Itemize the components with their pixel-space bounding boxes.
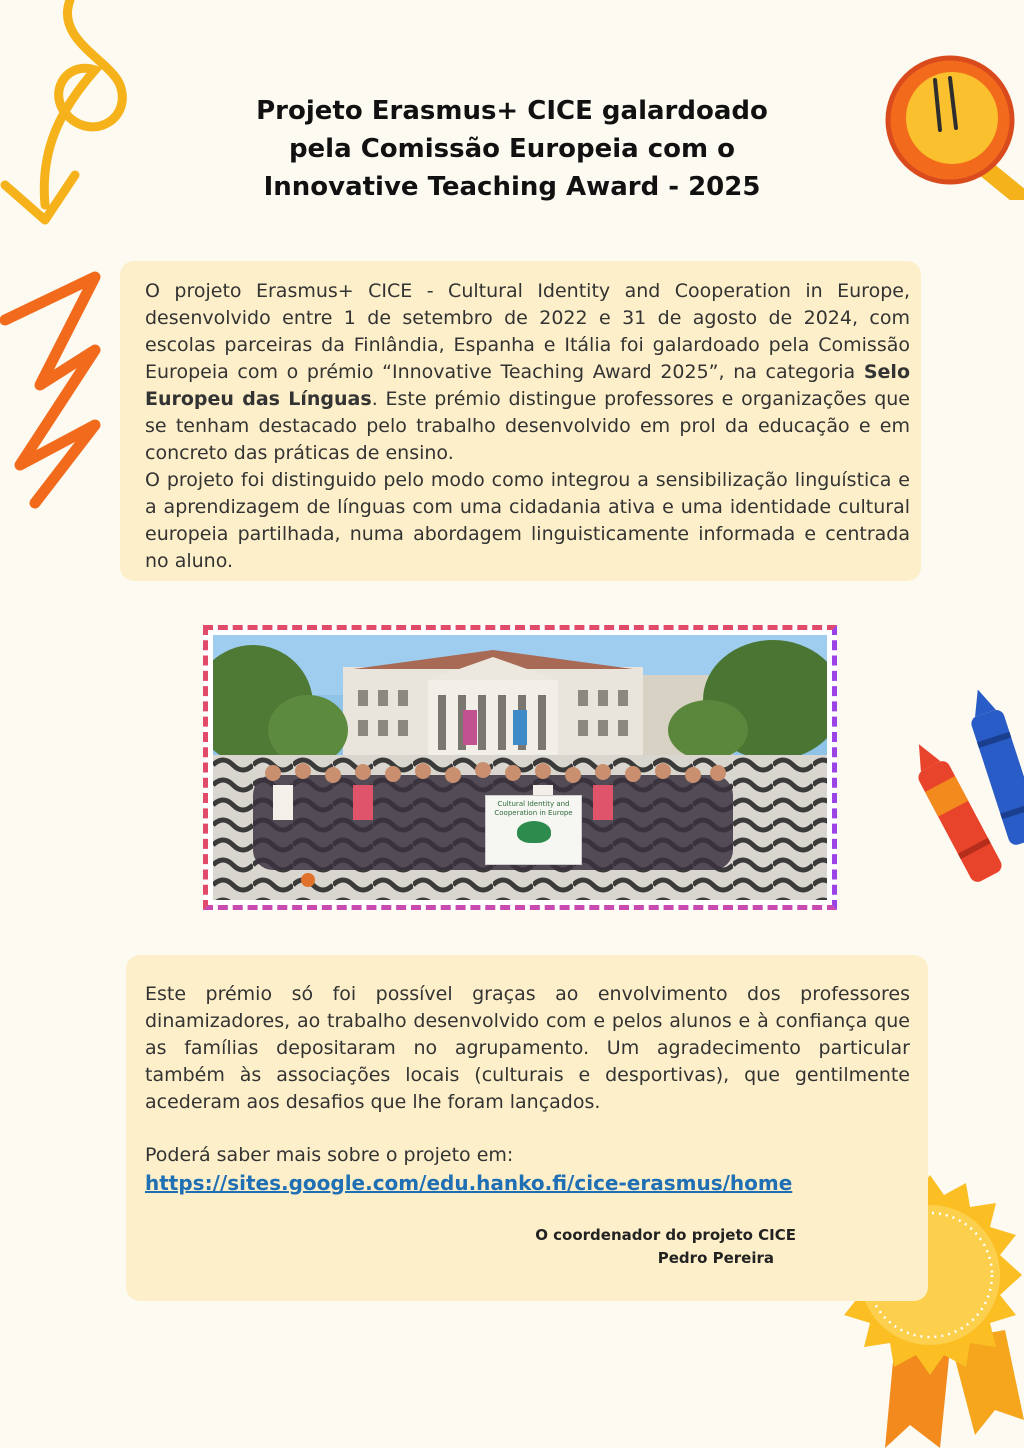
intro-paragraph-2: O projeto foi distinguido pelo modo como integrou a sensibilização linguística e a aprendizagem de línguas com uma cidadania ativa e uma identidade cultural europeia partilhada, numa abordagem linguisticamente informada e centrada no aluno. <box>145 469 910 572</box>
group-photo <box>213 635 827 900</box>
intro-part-2: . Este prémio distingue professores e organizações que se tenham destacado pelo trabalho desenvolvido em prol da educação e em concreto das práticas de ensino. <box>145 388 911 464</box>
more-info <box>145 1142 910 1197</box>
title-line-1: Projeto Erasmus+ CICE galardoado <box>256 96 768 126</box>
project-link[interactable]: https://sites.google.com/edu.hanko.fi/cice-erasmus/home <box>145 1171 793 1195</box>
signature <box>480 1224 796 1270</box>
banner-line-2: Cooperation in Europe <box>494 809 573 817</box>
crayons-icon <box>915 690 1024 890</box>
closing-paragraph: Este prémio só foi possível graças ao envolvimento dos professores dinamizadores, ao trabalho desenvolvido com e pelos alunos e à confiança que as famílias depositaram no agrupamento. Um agradecimento particular também às associações locais (culturais e desportivas), que gentilmente acederam aos desafios que lhe foram lançados. <box>145 983 910 1113</box>
signature-name: Pedro Pereira <box>657 1249 774 1267</box>
title-line-3: Innovative Teaching Award - 2025 <box>263 172 761 202</box>
banner-tree-icon <box>517 821 551 843</box>
closing-text <box>145 981 910 1116</box>
zigzag-scribble-icon <box>0 265 110 510</box>
intro-paragraph-1 <box>145 278 910 467</box>
page-title <box>200 92 824 206</box>
signature-role: O coordenador do projeto CICE <box>535 1226 796 1244</box>
more-info-label: Poderá saber mais sobre o projeto em: <box>145 1144 514 1166</box>
group-photo-frame <box>203 625 837 910</box>
title-line-2: pela Comissão Europeia com o <box>288 134 736 164</box>
magnifying-glass-icon <box>880 50 1024 200</box>
photo-banner <box>485 795 582 865</box>
banner-line-1: Cultural Identity and <box>497 800 570 808</box>
intro-text <box>145 278 910 575</box>
intro-bold-category: Selo Europeu das Línguas <box>145 361 910 410</box>
intro-part-1: O projeto Erasmus+ CICE - Cultural Identity and Cooperation in Europe, desenvolvido entre 1 de setembro de 2022 e 31 de agosto de 2024, com escolas parceiras da Finlândia, Espanha e Itália foi galardoado pela Comissão Europeia com o prémio “Innovative Teaching Award 2025”, na categoria <box>145 280 910 383</box>
swirl-arrow-icon <box>0 0 150 240</box>
